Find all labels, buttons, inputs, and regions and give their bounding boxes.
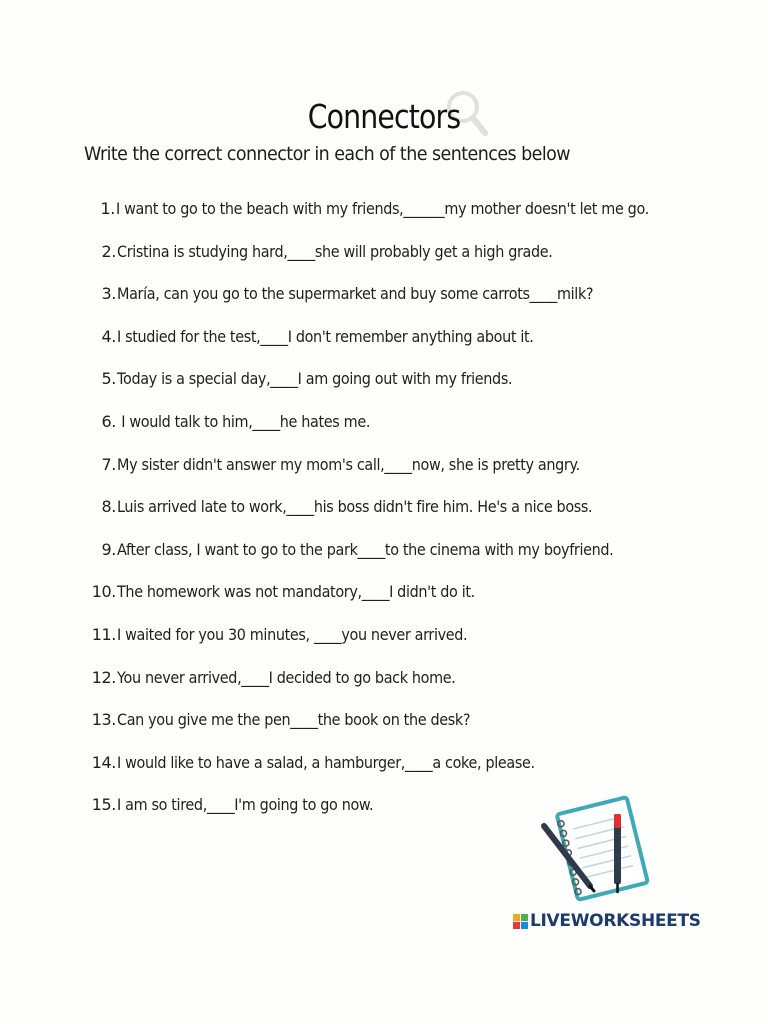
sentence-number: 4. <box>101 326 116 346</box>
sentence-number: 11. <box>91 624 116 644</box>
sentence-item <box>88 753 708 796</box>
sentence-item <box>88 540 708 583</box>
sentence-text: Cristina is studying hard,____she will probably get a high grade. <box>117 241 553 261</box>
sentence-item <box>88 455 708 498</box>
sentence-number: 2. <box>101 241 116 261</box>
sentence-text: You never arrived,____I decided to go back home. <box>117 667 456 687</box>
liveworksheets-logo <box>513 910 701 932</box>
sentence-number: 14. <box>91 752 116 772</box>
sentence-item <box>88 242 708 285</box>
sentence-number: 3. <box>101 284 116 304</box>
sentence-number: 1. <box>100 199 115 218</box>
sentence-item <box>88 710 708 753</box>
sentence-text: After class, I want to go to the park____to the cinema with my boyfriend. <box>117 539 614 559</box>
sentence-item <box>88 668 708 711</box>
sentence-item <box>88 284 708 327</box>
page-title: Connectors <box>307 97 461 136</box>
sentence-number: 15. <box>91 795 116 815</box>
sentence-item <box>88 412 708 455</box>
sentence-text: Luis arrived late to work,____his boss didn't fire him. He's a nice boss. <box>117 497 593 517</box>
sentence-text: I waited for you 30 minutes, ____you never arrived. <box>117 624 468 644</box>
sentence-item <box>88 582 708 625</box>
sentence-text: I would like to have a salad, a hamburger,____a coke, please. <box>117 752 535 772</box>
sentence-number: 13. <box>91 710 116 730</box>
notebook-icon <box>532 792 660 904</box>
brand-text: LIVEWORKSHEETS <box>530 911 701 931</box>
sentence-number: 9. <box>101 539 116 559</box>
sentence-text: I studied for the test,____I don't remember anything about it. <box>117 326 534 346</box>
instructions: Write the correct connector in each of the sentences below <box>84 143 571 165</box>
sentence-item <box>88 625 708 668</box>
sentence-text: My sister didn't answer my mom's call,____now, she is pretty angry. <box>117 454 580 474</box>
sentence-text: María, can you go to the supermarket and buy some carrots____milk? <box>117 284 594 304</box>
sentence-number: 12. <box>91 667 116 687</box>
sentence-item <box>88 327 708 370</box>
sentence-item <box>88 497 708 540</box>
sentence-number: 5. <box>101 369 116 389</box>
sentence-number: 6. <box>101 411 116 431</box>
sentence-number: 7. <box>101 454 116 474</box>
sentence-text: I am so tired,____I'm going to go now. <box>117 795 374 815</box>
sentence-list <box>88 199 708 838</box>
sentence-text: The homework was not mandatory,____I didn't do it. <box>117 582 475 602</box>
sentence-text: I would talk to him,____he hates me. <box>117 411 371 431</box>
sentence-text: I want to go to the beach with my friends,______my mother doesn't let me go. <box>115 199 649 218</box>
sentence-item <box>88 369 708 412</box>
sentence-text: Today is a special day,____I am going out with my friends. <box>117 369 513 389</box>
sentence-number: 10. <box>91 582 116 602</box>
logo-blocks-icon <box>513 914 528 929</box>
sentence-item <box>88 199 708 242</box>
sentence-number: 8. <box>101 497 116 517</box>
sentence-text: Can you give me the pen____the book on the desk? <box>117 710 471 730</box>
